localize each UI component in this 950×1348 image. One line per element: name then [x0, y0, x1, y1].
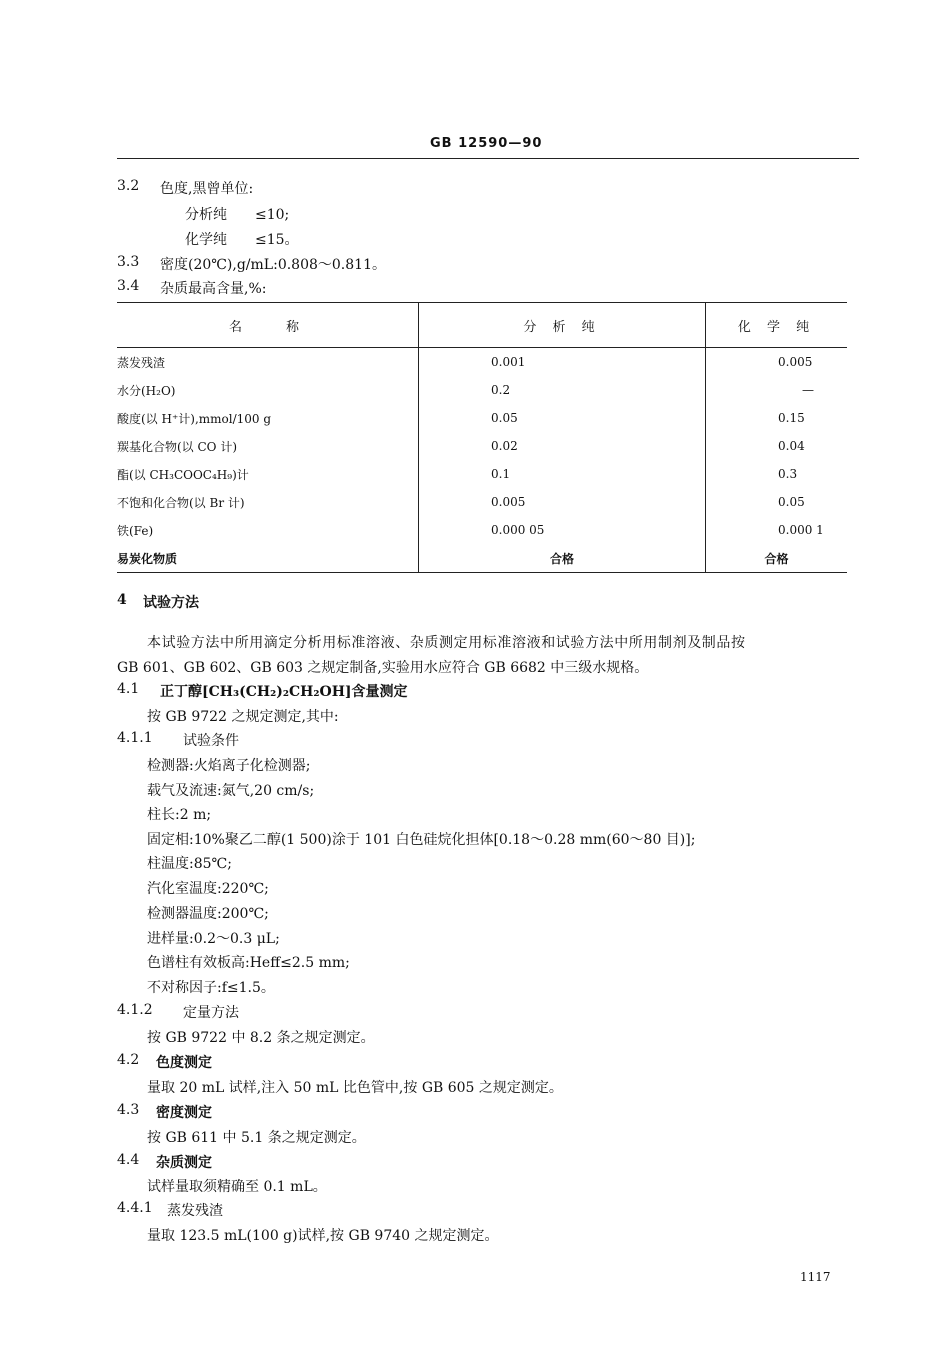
cell: 0.2 — [419, 376, 706, 404]
table-header-row — [117, 303, 847, 348]
sec4-2-title: 色度测定 — [156, 1055, 212, 1071]
col-cp: 化 学 纯 — [737, 319, 816, 335]
sec4-2-text: 量取 20 mL 试样,注入 50 mL 比色管中,按 GB 605 之规定测定。 — [147, 1080, 563, 1096]
cell: 0.05 — [778, 495, 805, 509]
sec4-1-2-text: 按 GB 9722 中 8.2 条之规定测定。 — [147, 1030, 375, 1046]
cell: — — [802, 383, 814, 397]
condition-item: 汽化室温度:220℃; — [147, 881, 269, 897]
sec3-3-num: 3.3 — [117, 254, 140, 270]
col-ar: 分 析 纯 — [419, 303, 706, 348]
sec4-1-1-num: 4.1.1 — [117, 730, 153, 746]
cell: 合格 — [419, 544, 706, 573]
condition-item: 柱温度:85℃; — [147, 856, 232, 872]
sec4-p2: GB 601、GB 602、GB 603 之规定制备,实验用水应符合 GB 6682 中三级水规格。 — [117, 660, 649, 676]
sec4-4-1-title: 蒸发残渣 — [167, 1203, 223, 1219]
condition-item: 进样量:0.2～0.3 μL; — [147, 931, 280, 947]
condition-item: 载气及流速:氮气,20 cm/s; — [147, 783, 315, 799]
sec3-4-num: 3.4 — [117, 278, 140, 294]
sec3-2-num: 3.2 — [117, 178, 140, 194]
sec3-4-text: 杂质最高含量,%: — [160, 281, 267, 297]
cell: 0.000 1 — [778, 523, 824, 537]
sec4-1-2-num: 4.1.2 — [117, 1002, 153, 1018]
cell: 0.15 — [778, 411, 805, 425]
sec4-1-num: 4.1 — [117, 681, 140, 697]
sec4-4-1-text: 量取 123.5 mL(100 g)试样,按 GB 9740 之规定测定。 — [147, 1228, 499, 1244]
cell: 0.1 — [419, 460, 706, 488]
sec4-3-title: 密度测定 — [156, 1105, 212, 1121]
cell: 0.05 — [419, 404, 706, 432]
cell: 蒸发残渣 — [117, 348, 419, 377]
cell: 不饱和化合物(以 Br 计) — [117, 488, 419, 516]
cell: 0.3 — [778, 467, 798, 481]
cell: 羰基化合物(以 CO 计) — [117, 432, 419, 460]
sec3-2-ar: 分析纯 ≤10; — [185, 207, 290, 223]
cell: 酯(以 CH₃COOC₄H₉)计 — [117, 460, 419, 488]
condition-item: 固定相:10%聚乙二醇(1 500)涂于 101 白色硅烷化担体[0.18～0.28 mm(60～80 目)]; — [147, 832, 696, 848]
cell: 酸度(以 H⁺计),mmol/100 g — [117, 404, 419, 432]
header-standard: GB 12590—90 — [430, 136, 543, 151]
sec4-num: 4 — [117, 592, 127, 608]
cell: 水分(H₂O) — [117, 376, 419, 404]
sec4-4-title: 杂质测定 — [156, 1155, 212, 1171]
condition-item: 不对称因子:f≤1.5。 — [147, 980, 275, 996]
sec4-1-1-title: 试验条件 — [183, 733, 239, 749]
cell: 铁(Fe) — [117, 516, 419, 544]
table-row — [117, 516, 847, 544]
sec4-1-text: 按 GB 9722 之规定测定,其中: — [147, 709, 339, 725]
sec3-2-title: 色度,黑曾单位: — [160, 181, 254, 197]
table-row — [117, 348, 847, 377]
sec4-3-text: 按 GB 611 中 5.1 条之规定测定。 — [147, 1130, 366, 1146]
cell: 0.001 — [419, 348, 706, 377]
cell: 0.000 05 — [419, 516, 706, 544]
sec4-1-2-title: 定量方法 — [183, 1005, 239, 1021]
header-rule — [117, 158, 859, 159]
table-row — [117, 376, 847, 404]
cell: 0.005 — [419, 488, 706, 516]
col-name: 名 称 — [117, 303, 419, 348]
impurity-table — [117, 302, 847, 573]
table-row — [117, 404, 847, 432]
table-row — [117, 432, 847, 460]
condition-item: 柱长:2 m; — [147, 807, 212, 823]
condition-item: 检测器温度:200℃; — [147, 906, 269, 922]
sec4-p1: 本试验方法中所用滴定分析用标准溶液、杂质测定用标准溶液和试验方法中所用制剂及制品按 — [147, 635, 746, 651]
condition-item: 检测器:火焰离子化检测器; — [147, 758, 311, 774]
sec4-2-num: 4.2 — [117, 1052, 140, 1068]
sec4-4-text: 试样量取须精确至 0.1 mL。 — [147, 1179, 327, 1195]
sec3-2-cp: 化学纯 ≤15。 — [185, 232, 299, 248]
cell: 0.02 — [419, 432, 706, 460]
sec4-1-title: 正丁醇[CH₃(CH₂)₂CH₂OH]含量测定 — [160, 684, 408, 700]
cell: 易炭化物质 — [117, 544, 419, 573]
sec4-title: 试验方法 — [143, 595, 199, 611]
cell: 0.04 — [778, 439, 805, 453]
table-row — [117, 544, 847, 573]
table-row — [117, 460, 847, 488]
sec4-3-num: 4.3 — [117, 1102, 140, 1118]
page-number: 1117 — [800, 1270, 831, 1284]
cell: 合格 — [764, 551, 789, 566]
sec4-4-1-num: 4.4.1 — [117, 1200, 153, 1216]
condition-item: 色谱柱有效板高:Heff≤2.5 mm; — [147, 955, 350, 971]
table-row — [117, 488, 847, 516]
sec3-3-text: 密度(20℃),g/mL:0.808～0.811。 — [160, 257, 386, 273]
cell: 0.005 — [778, 355, 813, 369]
sec4-4-num: 4.4 — [117, 1152, 140, 1168]
